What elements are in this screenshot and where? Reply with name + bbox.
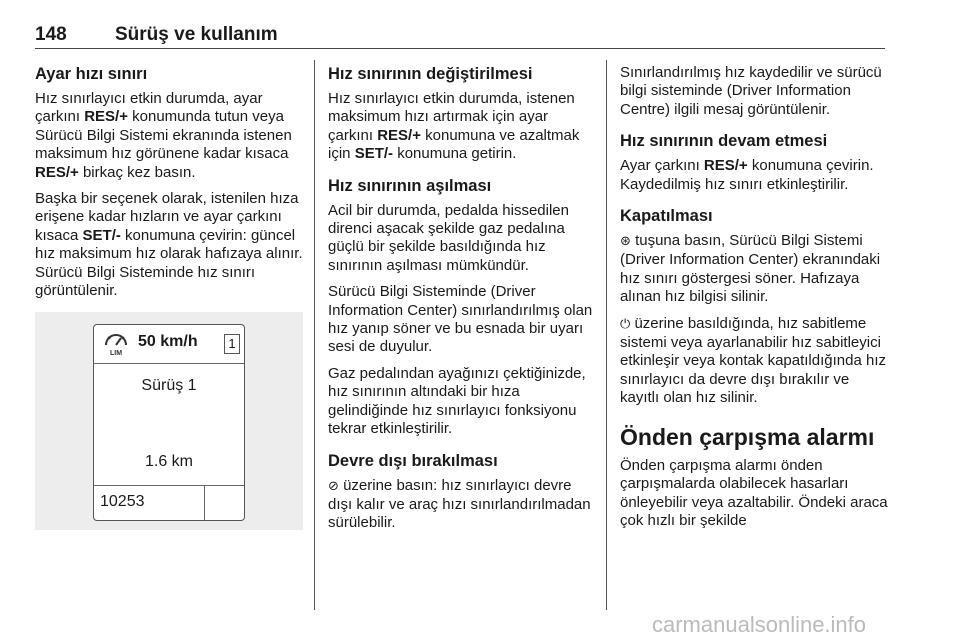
cruise-control-icon: ⏻ [620, 316, 631, 332]
limit-speed-value: 50 km/h [138, 333, 198, 351]
display-top-row [94, 325, 244, 364]
paragraph: Hız sınırlayıcı etkin durumda, istenen maksimum hızı artırmak için ayar çarkını RES/+ konumuna ve azaltmak için SET/- konumuna getirin. [328, 90, 580, 163]
section-heading-forward-collision: Önden çarpışma alarmı [620, 423, 875, 450]
column-1 [35, 64, 303, 530]
section-heading-switch-off: Kapatılması [620, 207, 713, 226]
paragraph: Ayar çarkını RES/+ konumuna çevirin. Kaydedilmiş hız sınırı etkinleştirilir. [620, 157, 874, 193]
paragraph: Sürücü Bilgi Sisteminde (Driver Information Center) sınırlandırılmış olan hız yanıp söner ve bu esnada bir uyarı sesi de duyulur. [328, 283, 593, 356]
chapter-title: Sürüş ve kullanım [115, 24, 278, 45]
section-heading-speed-limit: Ayar hızı sınırı [35, 65, 148, 83]
speed-limiter-button-icon: ⊛ [620, 234, 631, 250]
column-2 [328, 64, 596, 541]
display-screen [93, 324, 245, 521]
paragraph: Gaz pedalından ayağınızı çektiğinizde, hız sınırının altındaki bir hıza gelindiğinde hız sınırlayıcı fonksiyonu tekrar etkinleştirilir. [328, 364, 586, 438]
paragraph: ⏻ üzerine basıldığında, hız sabitleme sistemi veya ayarlanabilir hız sabitleyici etkinleşir veya kontak kapatıldığında hız sınırlayıcı da devre dışı bırakılır ve kayıtlı olan hız silinir. [620, 314, 886, 407]
header-rule [35, 48, 885, 49]
column-3 [620, 64, 890, 538]
gear-indicator: 1 [224, 334, 240, 354]
column-divider-1 [314, 60, 315, 610]
column-divider-2 [606, 60, 607, 610]
section-heading-resume: Hız sınırının devam etmesi [620, 132, 828, 151]
limiter-label: LIM [109, 350, 123, 358]
watermark: carmanualsonline.info [652, 612, 867, 637]
paragraph: Hız sınırlayıcı etkin durumda, ayar çarkını RES/+ konumunda tutun veya Sürücü Bilgi Sistemi ekranında istenen maksimum hız görünene kadar kısaca RES/+ birkaç kez basın. [35, 90, 292, 181]
speed-limiter-icon [102, 331, 130, 357]
drive-mode-label: Sürüş 1 [141, 377, 197, 395]
paragraph: Önden çarpışma alarmı önden çarpışmalarda olabilecek hasarları önleyebilir veya azaltabilir. Öndeki araca çok hızlı bir şekilde [620, 456, 888, 529]
limiter-off-icon: ⊘ [328, 478, 339, 494]
page-number: 148 [35, 24, 67, 45]
driver-info-display-illustration [35, 312, 303, 530]
page-header [35, 24, 885, 50]
section-heading-exceed-limit: Hız sınırının aşılması [328, 176, 492, 195]
odometer-value: 10253 [100, 493, 145, 511]
paragraph: ⊘ üzerine basın: hız sınırlayıcı devre dışı kalır ve araç hızı sınırlandırılmadan sürülebilir. [328, 476, 591, 532]
paragraph: Acil bir durumda, pedalda hissedilen direnci aşacak şekilde gaz pedalına güçlü bir şekilde basıldığında hız sınırının aşılması mümkündür. [328, 201, 569, 274]
paragraph: ⊛ tuşuna basın, Sürücü Bilgi Sistemi (Driver Information Center) ekranındaki hız sınırı göstergesi söner. Hafızaya alınan hız bilgisi silinir. [620, 232, 881, 306]
section-heading-change-limit: Hız sınırının değiştirilmesi [328, 65, 533, 83]
section-heading-deactivate: Devre dışı bırakılması [328, 451, 498, 470]
paragraph: Sınırlandırılmış hız kaydedilir ve sürücü bilgi sisteminde (Driver Information Centre) ilgili mesaj görüntülenir. [620, 64, 882, 118]
display-bottom-divider [204, 486, 205, 520]
distance-value: 1.6 km [144, 453, 193, 471]
paragraph: Başka bir seçenek olarak, istenilen hıza erişene kadar hızların ve ayar çarkını kısaca SET/- konumuna çevirin: güncel hız maksimum hız olarak hafızaya alınır. Sürücü Bilgi Sisteminde hız sınırı görüntülenir. [35, 190, 303, 300]
display-bottom-row [94, 485, 244, 520]
